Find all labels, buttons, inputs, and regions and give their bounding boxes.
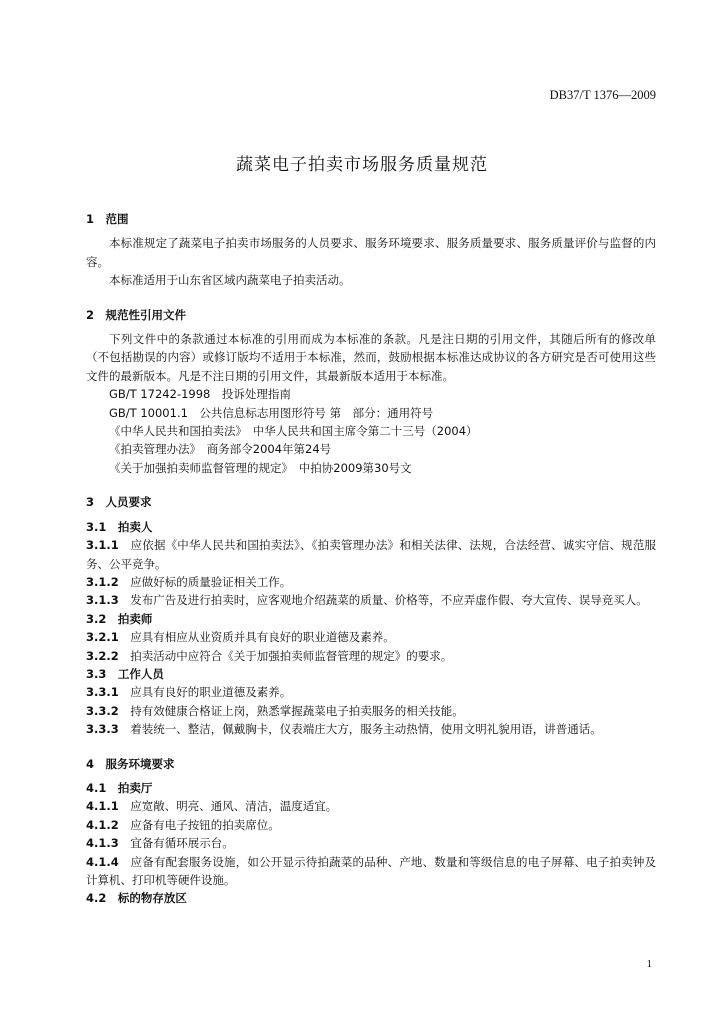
clause: 3.2.1 应具有相应从业资质并具有良好的职业道德及素养。 [86,630,395,645]
clause: 3.1.3 发布广告及进行拍卖时，应客观地介绍蔬菜的质量、价格等，不应弄虚作假、夸大宣传、误导竞买人。 [86,593,648,608]
subsection-heading: 3.3 工作人员 [86,666,164,681]
clause: 3.1.1 应依据《中华人民共和国拍卖法》、《拍卖管理办法》和相关法律、法规，合法经营、诚实守信、规范服务、公平竞争。 [86,538,657,571]
reference-item: 《关于加强拍卖师监督管理的规定》 中拍协2009第30号文 [109,460,412,475]
section-4-heading: 4 服务环境要求 [86,756,175,771]
page-number: 1 [646,958,652,970]
reference-item: GB/T 17242-1998 投诉处理指南 [109,387,291,402]
standard-code: DB37/T 1376—2009 [549,88,656,102]
clause: 3.2.2 拍卖活动中应符合《关于加强拍卖师监督管理的规定》的要求。 [86,648,453,663]
subsection-heading: 3.1 拍卖人 [86,519,153,534]
clause: 4.1.3 宜备有循环展示台。 [86,836,234,851]
paragraph: 本标准规定了蔬菜电子拍卖市场服务的人员要求、服务环境要求、服务质量要求、服务质量评价与监督的内容。 [86,236,656,269]
clause: 3.1.2 应做好标的质量验证相关工作。 [86,574,292,589]
paragraph: 本标准适用于山东省区域内蔬菜电子拍卖活动。 [109,273,351,288]
reference-item: 《拍卖管理办法》 商务部令2004年第24号 [109,442,332,457]
subsection-heading: 3.2 拍卖师 [86,611,153,626]
clause: 3.3.2 持有效健康合格证上岗，熟悉掌握蔬菜电子拍卖服务的相关技能。 [86,703,464,718]
document-title: 蔬菜电子拍卖市场服务质量规范 [236,155,488,175]
reference-item: GB/T 10001.1 公共信息标志用图形符号 第 部分：通用符号 [109,405,434,420]
clause: 3.3.1 应具有良好的职业道德及素养。 [86,685,292,700]
clause: 4.1.1 应宽敞、明亮、通风、清洁，温度适宜。 [86,799,338,814]
reference-item: 《中华人民共和国拍卖法》 中华人民共和国主席令第二十三号（2004） [109,424,478,439]
section-2-heading: 2 规范性引用文件 [86,307,187,322]
section-1-heading: 1 范围 [86,212,129,226]
document-body [86,210,656,908]
clause: 3.3.3 着装统一、整洁，佩戴胸卡，仪表端庄大方，服务主动热情，使用文明礼貌用语，讲普通话。 [86,722,602,737]
subsection-heading: 4.2 标的物存放区 [86,891,187,906]
paragraph: 下列文件中的条款通过本标准的引用而成为本标准的条款。凡是注日期的引用文件，其随后所有的修改单（不包括勘误的内容）或修订版均不适用于本标准，然而，鼓励根据本标准达成协议的各方研究是否可使用这些文件的最新版本。凡是不注日期的引用文件，其最新版本适用于本标准。 [86,332,656,383]
clause: 4.1.2 应备有电子按钮的拍卖席位。 [86,817,280,832]
subsection-heading: 4.1 拍卖厅 [86,780,153,795]
section-3-heading: 3 人员要求 [86,495,152,510]
clause: 4.1.4 应备有配套服务设施，如公开显示待拍蔬菜的品种、产地、数量和等级信息的电子屏幕、电子拍卖钟及计算机、打印机等硬件设施。 [86,854,656,887]
